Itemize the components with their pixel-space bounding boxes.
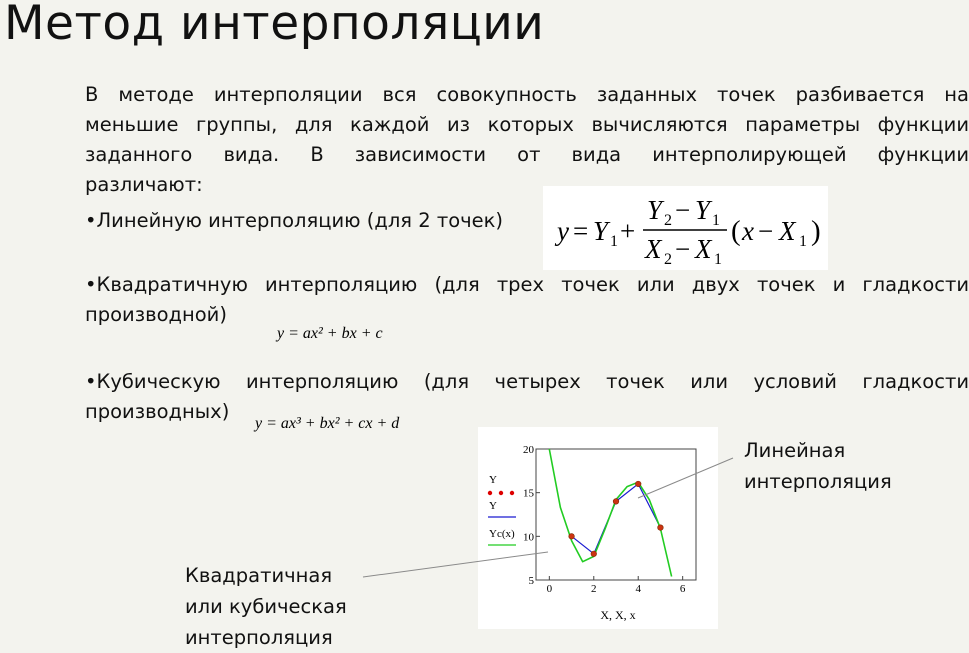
formula-symbol: = <box>573 216 589 246</box>
intro-line: различают: <box>85 173 203 196</box>
y-tick-label: 15 <box>523 487 534 500</box>
bullet-cubic-line: производных) <box>85 400 230 423</box>
bullet-quadratic-line: производной) <box>85 303 227 326</box>
x-axis-label: X, X, x <box>600 608 636 622</box>
legend-label: Y <box>489 500 497 512</box>
callout-curve-line: Квадратичная <box>185 564 333 587</box>
formula-symbol: Y <box>593 216 609 246</box>
formula-symbol: 1 <box>712 212 720 229</box>
y-tick-label: 5 <box>528 575 534 587</box>
callout-curve-line: или кубическая <box>185 595 347 618</box>
formula-symbol: 1 <box>799 233 807 250</box>
formula-symbol: 2 <box>664 212 672 229</box>
callout-linear-line: Линейная <box>744 439 846 462</box>
bullet-cubic-line: •Кубическую интерполяцию (для четырех точек или условий гладкости <box>85 370 969 393</box>
bullet-linear-text: •Линейную интерполяцию (для 2 точек) <box>85 209 504 232</box>
callout-curve-line: интерполяция <box>185 626 333 649</box>
callout-line-linear <box>638 458 733 498</box>
formula-symbol: X <box>779 216 796 246</box>
formula-symbol: − <box>675 195 691 225</box>
formula-symbol: 1 <box>610 233 618 250</box>
formula-symbol: Y <box>647 195 663 225</box>
formula-symbol: y <box>557 216 569 246</box>
formula-symbol: + <box>620 216 636 246</box>
legend-label: Y <box>489 474 497 486</box>
formula-symbol: X <box>645 234 662 264</box>
y-tick-label: 10 <box>523 531 534 544</box>
legend-label: Yc(x) <box>489 528 515 540</box>
formula-symbol: x <box>742 216 754 246</box>
intro-line: В методе интерполяции вся совокупность заданных точек разбивается на <box>85 83 969 106</box>
callout-linear-line: интерполяция <box>744 470 892 493</box>
formula-quadratic: y = ax² + bx + c <box>277 325 383 342</box>
intro-line: заданного вида. В зависимости от вида интерполирующей функции <box>85 143 969 166</box>
callout-curve <box>185 560 347 653</box>
bullet-quadratic-line: •Квадратичную интерполяцию (для трех точек или двух точек и гладкости <box>85 273 969 296</box>
slide-title: Метод интерполяции <box>4 0 545 51</box>
y-tick-label: 20 <box>523 444 534 456</box>
formula-symbol: ) <box>811 215 821 247</box>
formula-symbol: 2 <box>664 251 672 268</box>
x-tick-label: 2 <box>591 583 597 595</box>
x-tick-label: 4 <box>635 583 641 595</box>
formula-symbol: X <box>695 234 712 264</box>
formula-symbol: − <box>675 234 691 264</box>
callout-linear <box>744 435 892 497</box>
formula-cubic: y = ax³ + bx² + cx + d <box>255 415 400 432</box>
formula-symbol: ( <box>731 215 741 247</box>
formula-symbol: − <box>758 216 774 246</box>
intro-line: меньшие группы, для каждой из которых вычисляются параметры функции <box>85 113 969 136</box>
formula-symbol: 1 <box>714 251 722 268</box>
x-tick-label: 6 <box>679 583 686 595</box>
formula-symbol: Y <box>695 195 711 225</box>
x-tick-label: 0 <box>546 583 553 595</box>
callout-line-curve <box>363 552 548 577</box>
